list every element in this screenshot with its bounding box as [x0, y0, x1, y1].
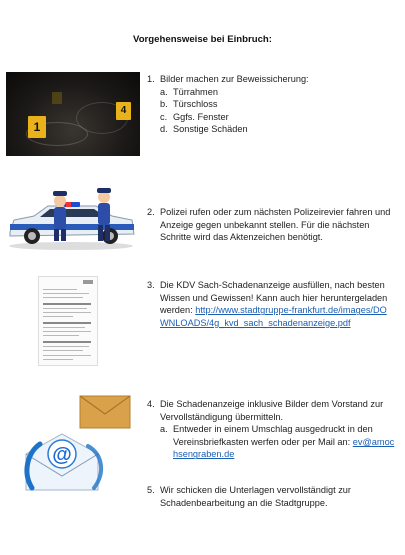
- evidence-marker-1: 1: [28, 116, 46, 138]
- police-car-illustration: [4, 188, 138, 252]
- step-text: Wir schicken die Unterlagen vervollständigt zur Schadenbearbeitung an die Stadtgruppe.: [160, 485, 351, 508]
- step-number: 3.: [147, 280, 155, 290]
- step-2: [147, 206, 395, 244]
- step-number: 5.: [147, 485, 155, 495]
- page-title: Vorgehensweise bei Einbruch:: [133, 34, 272, 45]
- sub-item-text: Türschloss: [173, 99, 218, 110]
- sub-letter: a.: [160, 86, 168, 97]
- step-4: [147, 398, 395, 461]
- download-link[interactable]: http://www.stadtgruppe-frankfurt.de/images/DOWNLOADS/4g_kvd_sach_schadenanzeige.pdf: [160, 305, 387, 328]
- sub-letter: a.: [160, 424, 168, 435]
- step-text: Die Schadenanzeige inklusive Bilder dem Vorstand zur Vervollständigung übermitteln.: [160, 399, 384, 422]
- email-link[interactable]: ev@amochsengraben.de: [173, 436, 395, 460]
- step-text: Bilder machen zur Beweissicherung:: [160, 74, 309, 84]
- step-1: [147, 73, 395, 136]
- sub-letter: d.: [160, 124, 168, 135]
- step-5: [147, 484, 395, 509]
- step-text: Die KDV Sach-Schadenanzeige ausfüllen, nach besten Wissen und Gewissen! Kann auch hier heruntergeladen werden:: [160, 280, 388, 316]
- mail-envelope-icon: [22, 392, 142, 502]
- step-number: 1.: [147, 74, 155, 84]
- step-text: Polizei rufen oder zum nächsten Polizeirevier fahren und Anzeige gegen unbekannt stellen. Für die nächsten Schritte wird das Aktenzeichen benötigt.: [160, 207, 391, 243]
- step-number: 2.: [147, 207, 155, 217]
- step-number: 4.: [147, 399, 155, 409]
- sub-item-text: Türrahmen: [173, 86, 218, 97]
- crime-scene-photo: [6, 72, 140, 156]
- claim-form-thumbnail: [38, 276, 98, 366]
- sub-item-text: Entweder in einem Umschlag ausgedruckt in den Vereinsbriefkasten werfen oder per Mail an:: [173, 424, 373, 447]
- sub-item-text: Sonstige Schäden: [173, 124, 248, 135]
- sub-item-text: Ggfs. Fenster: [173, 111, 229, 122]
- svg-text:@: @: [52, 444, 72, 466]
- sub-letter: b.: [160, 99, 168, 110]
- evidence-marker-4: 4: [116, 102, 131, 120]
- sub-letter: c.: [160, 111, 168, 122]
- step-3: [147, 279, 395, 329]
